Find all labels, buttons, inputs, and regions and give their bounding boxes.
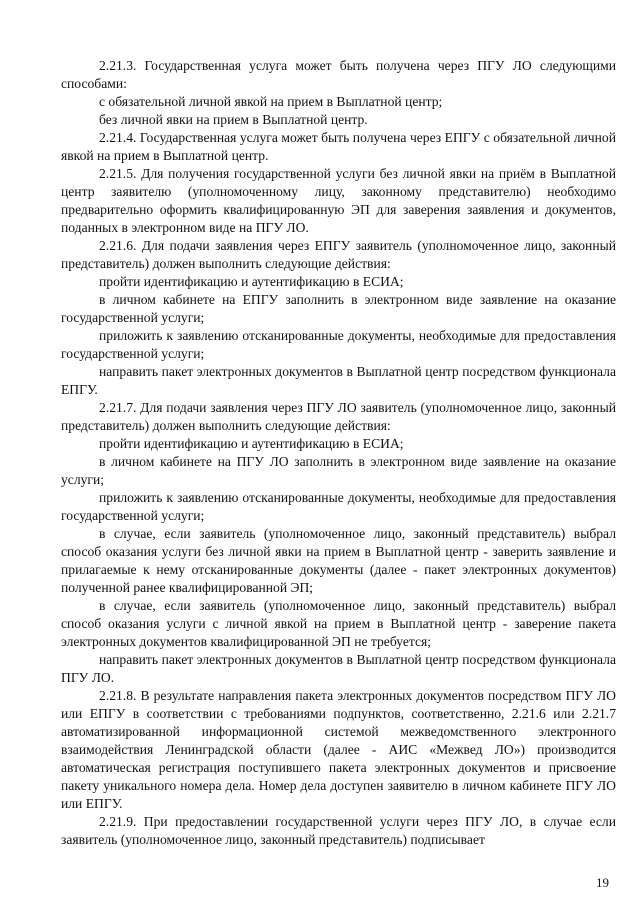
- paragraph-2-21-6: 2.21.6. Для подачи заявления через ЕПГУ заявитель (уполномоченное лицо, законный представитель) должен выполнить следующие действия:: [61, 238, 616, 271]
- document-body: [61, 57, 616, 849]
- list-item: приложить к заявлению отсканированные документы, необходимые для предоставления государственной услуги;: [61, 328, 616, 361]
- paragraph-2-21-8: 2.21.8. В результате направления пакета электронных документов посредством ПГУ ЛО или ЕПГУ в соответствии с требованиями подпунктов, соответственно, 2.21.6 или 2.21.7 автоматизированной информационной системой межведомственного электронного взаимодействия Ленинградской области (далее - АИС «Межвед ЛО») производится автоматическая регистрация поступившего пакета электронных документов и присвоение пакету уникального номера дела. Номер дела доступен заявителю в личном кабинете ПГУ ЛО или ЕПГУ.: [61, 688, 616, 811]
- paragraph-2-21-3: 2.21.3. Государственная услуга может быть получена через ПГУ ЛО следующими способами:: [61, 58, 616, 91]
- list-item: в личном кабинете на ЕПГУ заполнить в электронном виде заявление на оказание государственной услуги;: [61, 292, 616, 325]
- list-item: в личном кабинете на ПГУ ЛО заполнить в электронном виде заявление на оказание услуги;: [61, 454, 616, 487]
- list-item: направить пакет электронных документов в Выплатной центр посредством функционала ЕПГУ.: [61, 364, 616, 397]
- list-item: пройти идентификацию и аутентификацию в ЕСИА;: [99, 274, 404, 289]
- paragraph-2-21-4: 2.21.4. Государственная услуга может быть получена через ЕПГУ с обязательной личной явкой на прием в Выплатной центр.: [61, 130, 616, 163]
- list-item: без личной явки на прием в Выплатной центр.: [99, 112, 368, 127]
- list-item: направить пакет электронных документов в Выплатной центр посредством функционала ПГУ ЛО.: [61, 652, 616, 685]
- list-item: с обязательной личной явкой на прием в Выплатной центр;: [99, 94, 443, 109]
- list-item: пройти идентификацию и аутентификацию в ЕСИА;: [99, 436, 404, 451]
- paragraph-2-21-7: 2.21.7. Для подачи заявления через ПГУ ЛО заявитель (уполномоченное лицо, законный представитель) должен выполнить следующие действия:: [61, 400, 616, 433]
- list-item: в случае, если заявитель (уполномоченное лицо, законный представитель) выбрал способ оказания услуги с личной явкой на прием в Выплатной центр - заверение пакета электронных документов квалифицированной ЭП не требуется;: [61, 598, 616, 649]
- page-number: 19: [596, 875, 609, 890]
- list-item: в случае, если заявитель (уполномоченное лицо, законный представитель) выбрал способ оказания услуги без личной явки на прием в Выплатной центр - заверить заявление и прилагаемые к нему отсканированные документы (далее - пакет электронных документов) полученной ранее квалифицированной ЭП;: [61, 526, 616, 595]
- paragraph-2-21-9: 2.21.9. При предоставлении государственной услуги через ПГУ ЛО, в случае если заявитель (уполномоченное лицо, законный представитель) подписывает: [61, 814, 616, 847]
- paragraph-2-21-5: 2.21.5. Для получения государственной услуги без личной явки на приём в Выплатной центр заявителю (уполномоченному лицу, законному представителю) необходимо предварительно оформить квалифицированную ЭП для заверения заявления и документов, поданных в электронном виде на ПГУ ЛО.: [61, 166, 616, 235]
- list-item: приложить к заявлению отсканированные документы, необходимые для предоставления государственной услуги;: [61, 490, 616, 523]
